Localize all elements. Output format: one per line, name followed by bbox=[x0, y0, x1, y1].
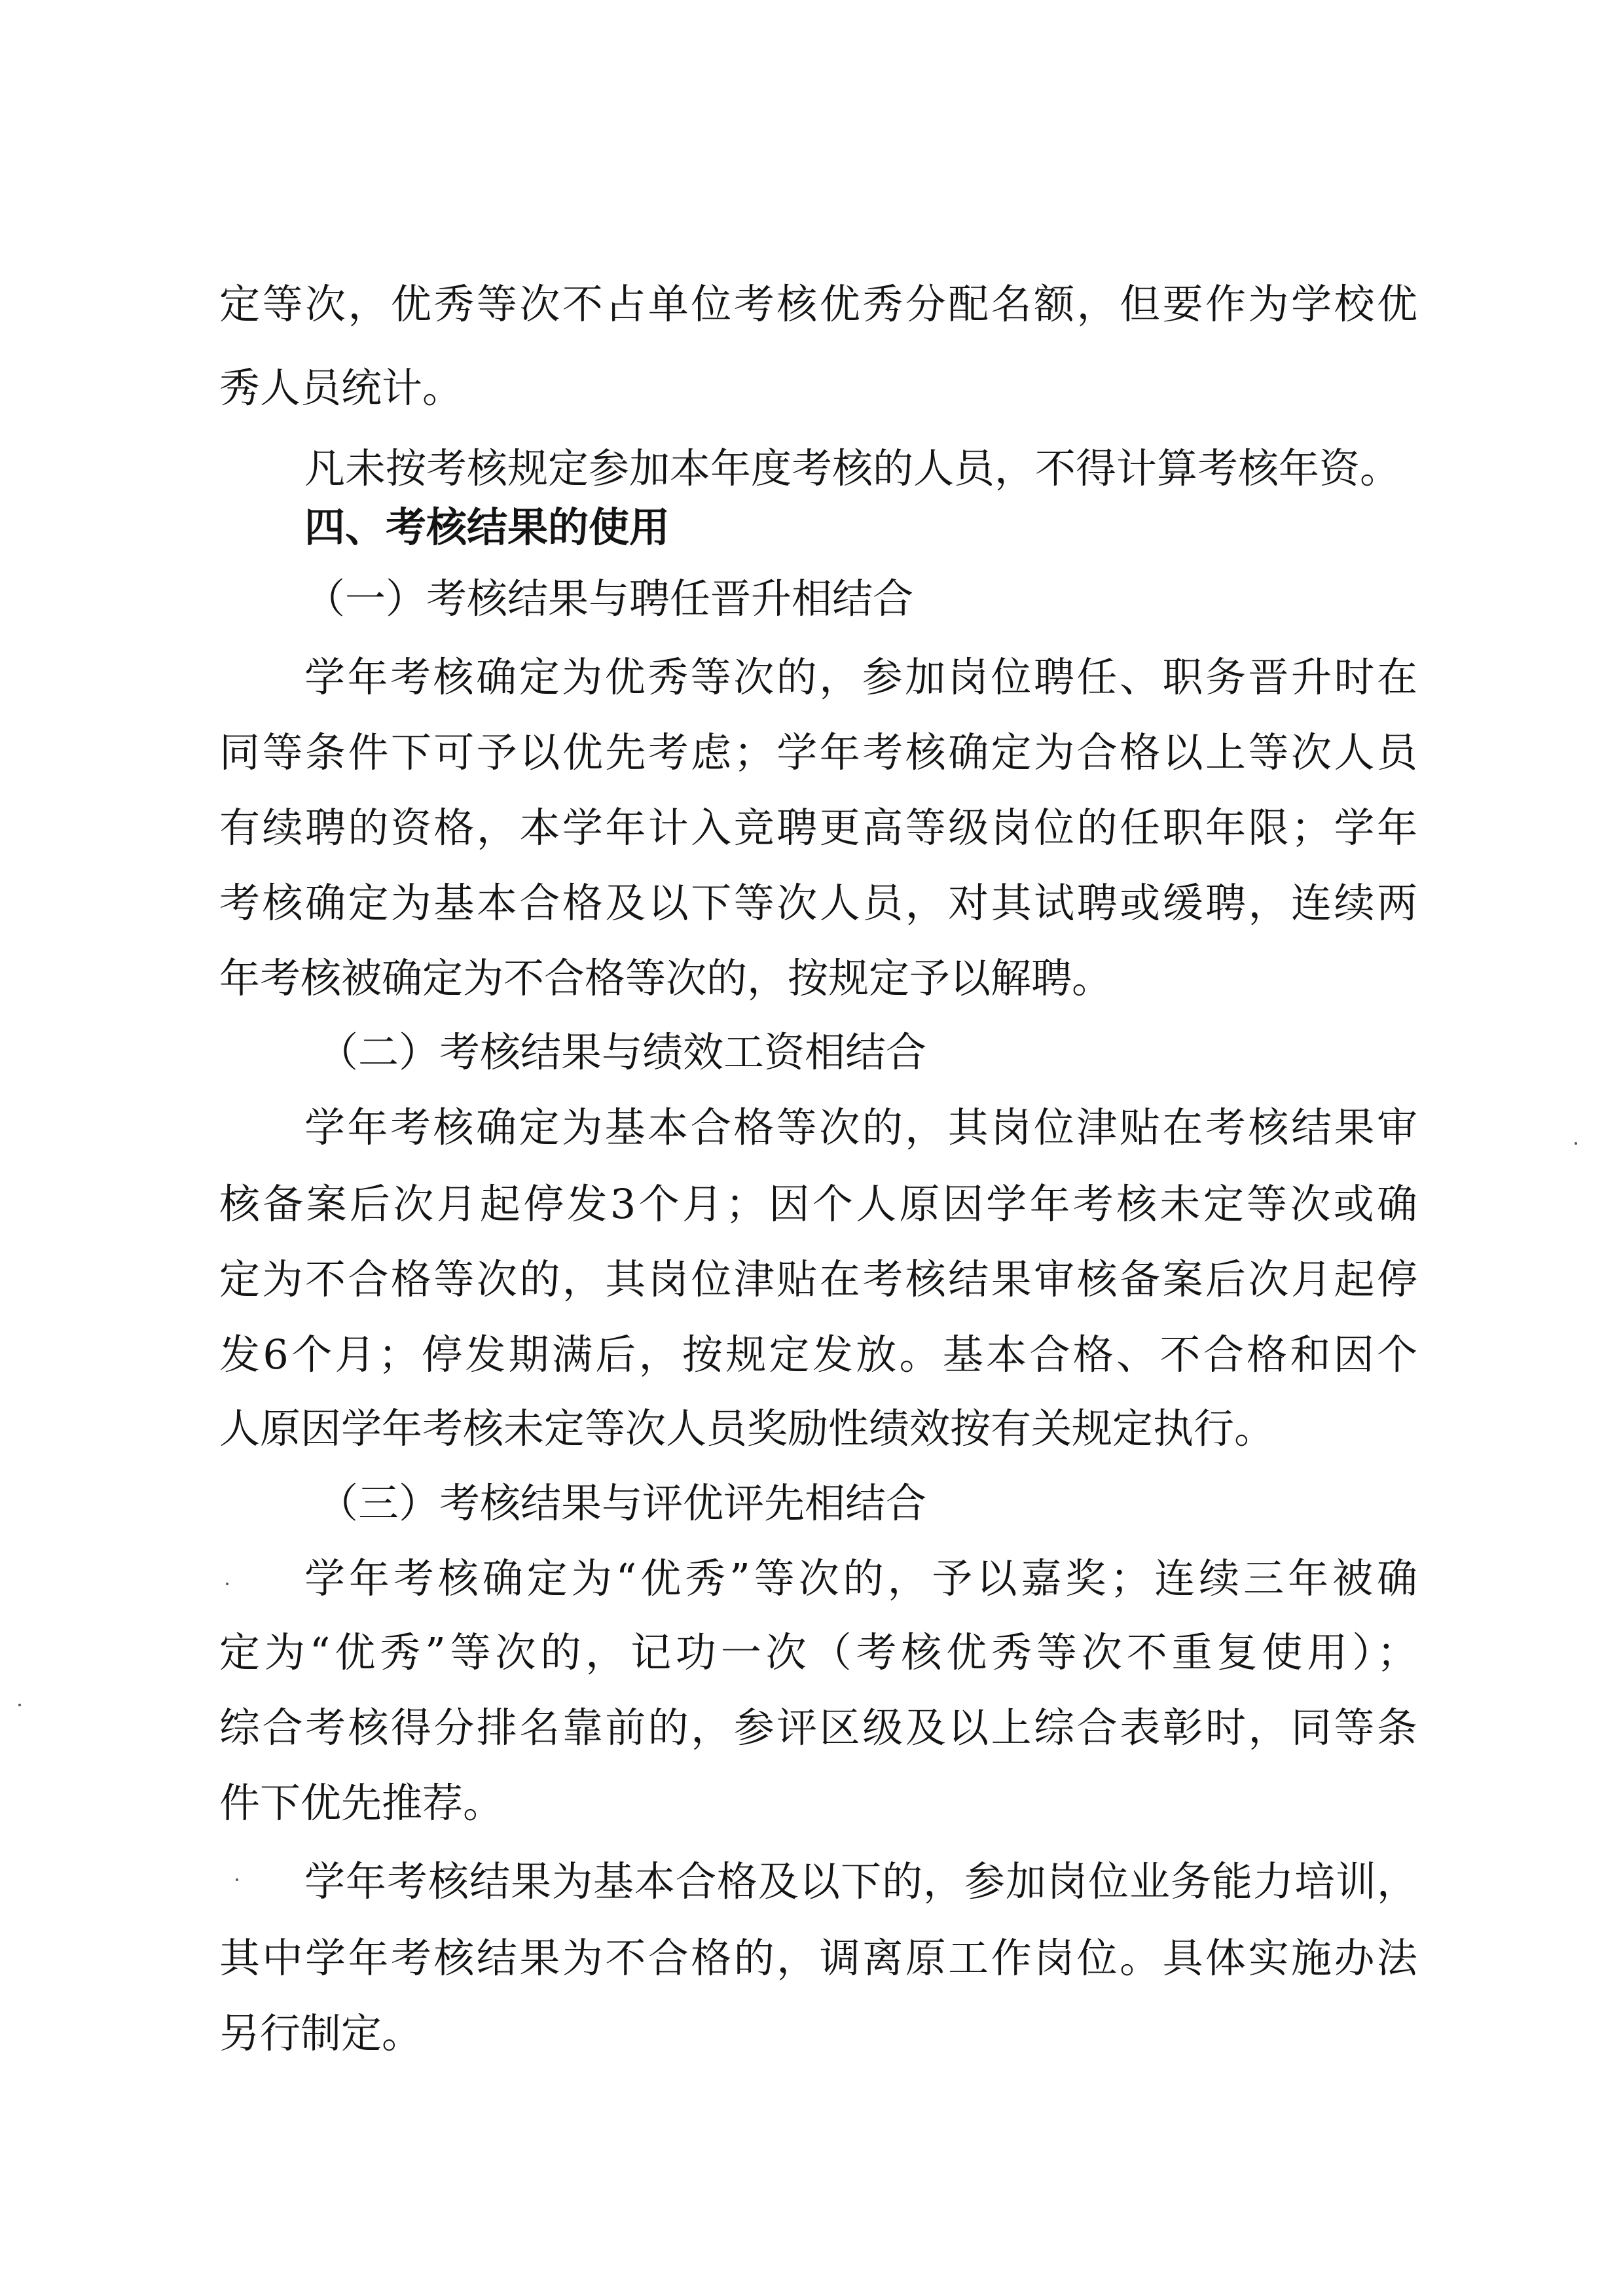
text-line: 定为不合格等次的，其岗位津贴在考核结果审核备案后次月起停 bbox=[219, 1255, 1417, 1303]
text-line: 另行制定。 bbox=[219, 2009, 423, 2057]
text-line: 年考核被确定为不合格等次的，按规定予以解聘。 bbox=[219, 954, 1113, 1002]
text-line: 学年考核确定为优秀等次的，参加岗位聘任、职务晋升时在 bbox=[304, 653, 1417, 701]
text-line: 秀人员统计。 bbox=[219, 364, 464, 412]
text-line: 核备案后次月起停发3个月；因个人原因学年考核未定等次或确 bbox=[219, 1180, 1417, 1228]
text-line: 综合考核得分排名靠前的，参评区级及以上综合表彰时，同等条 bbox=[219, 1704, 1417, 1751]
text-line: 定等次，优秀等次不占单位考核优秀分配名额，但要作为学校优 bbox=[219, 280, 1417, 328]
text-line: 学年考核确定为“优秀”等次的，予以嘉奖；连续三年被确 bbox=[304, 1554, 1417, 1602]
text-line: 学年考核确定为基本合格等次的，其岗位津贴在考核结果审 bbox=[304, 1103, 1417, 1151]
text-line: 人原因学年考核未定等次人员奖励性绩效按有关规定执行。 bbox=[219, 1405, 1275, 1452]
scan-speck bbox=[1575, 1142, 1577, 1145]
text-line: 同等条件下可予以优先考虑；学年考核确定为合格以上等次人员 bbox=[219, 728, 1417, 776]
subsection-heading: （二）考核结果与绩效工资相结合 bbox=[318, 1028, 927, 1076]
text-line: 学年考核结果为基本合格及以下的，参加岗位业务能力培训， bbox=[304, 1857, 1417, 1905]
text-line: 有续聘的资格，本学年计入竞聘更高等级岗位的任职年限；学年 bbox=[219, 804, 1417, 852]
scan-speck bbox=[18, 1704, 21, 1706]
text-line: 考核确定为基本合格及以下等次人员，对其试聘或缓聘，连续两 bbox=[219, 879, 1417, 927]
text-line: 发6个月；停发期满后，按规定发放。基本合格、不合格和因个 bbox=[219, 1331, 1417, 1378]
subsection-heading: （一）考核结果与聘任晋升相结合 bbox=[304, 575, 914, 622]
text-line: 定为“优秀”等次的，记功一次（考核优秀等次不重复使用）； bbox=[219, 1628, 1417, 1676]
scan-speck bbox=[236, 1878, 238, 1881]
section-heading: 四、考核结果的使用 bbox=[304, 503, 670, 551]
text-line: 件下优先推荐。 bbox=[219, 1779, 504, 1827]
text-line: 其中学年考核结果为不合格的，调离原工作岗位。具体实施办法 bbox=[219, 1934, 1417, 1982]
subsection-heading: （三）考核结果与评优评先相结合 bbox=[318, 1479, 927, 1527]
scan-speck bbox=[226, 1583, 228, 1585]
text-line: 凡未按考核规定参加本年度考核的人员，不得计算考核年资。 bbox=[304, 444, 1401, 492]
